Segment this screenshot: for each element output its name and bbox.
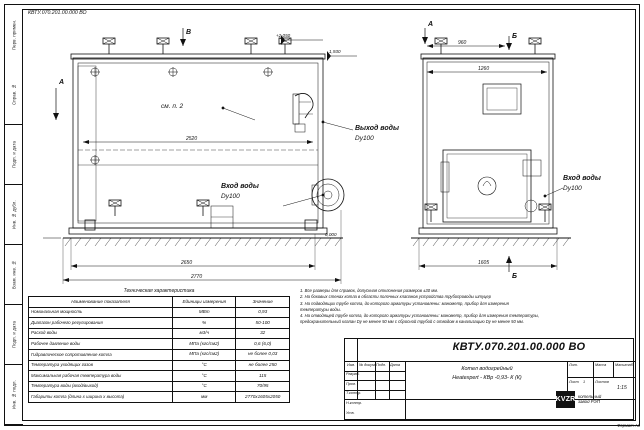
cell-value: не более 250 xyxy=(236,360,290,371)
cell-value: 50-100 xyxy=(236,318,290,329)
characteristics-title: Техническая характеристика xyxy=(123,288,195,294)
elevation-2050: +2,050 xyxy=(276,33,291,38)
cell-unit: °С xyxy=(173,371,236,382)
drawing-code: КВТУ.070.201.00.000 ВО xyxy=(452,341,586,353)
strip-cell-5: Подп. и дата xyxy=(5,305,23,365)
tb-lit-label: Лит. xyxy=(569,363,578,367)
cell-name: Гидравлическое сопротивление котла xyxy=(29,349,173,360)
table-row xyxy=(29,371,290,382)
tb-scale-label: Масштаб xyxy=(615,363,633,367)
cell-unit: °С xyxy=(173,360,236,371)
callout-water-inlet-front-sub: Dy100 xyxy=(221,193,240,200)
section-label-v-top: В xyxy=(186,29,192,36)
notes-block xyxy=(300,288,630,326)
org-line-1: котельный xyxy=(578,393,602,399)
table-row xyxy=(29,392,290,403)
left-stamp-strip xyxy=(5,5,23,425)
company-logo xyxy=(556,389,630,409)
tb-role-0: Разраб. xyxy=(346,372,360,376)
note-line: температуры воды. xyxy=(300,306,341,312)
tb-col-izm: Изм. xyxy=(347,363,356,367)
table-row xyxy=(29,360,290,371)
note-reference: см. п. 2 xyxy=(161,103,184,110)
cell-unit: м3/ч xyxy=(173,328,236,339)
table-row xyxy=(29,307,290,318)
dim-1260: 1260 xyxy=(478,66,490,72)
tb-role-1: Пров. xyxy=(346,381,357,386)
tb-vsep-7 xyxy=(613,361,614,377)
note-line: предохранительный клапан Dy не менее 50 мм с сбросной трубой с отводом в канализацию Dy не менее 50 мм. xyxy=(300,319,524,325)
tb-sheet-value: 1 xyxy=(583,380,586,384)
tb-sep-6 xyxy=(567,377,635,378)
org-line-2: завод РЭП xyxy=(578,399,600,404)
col-header-name: Наименование показателя xyxy=(29,297,173,308)
tb-mass-label: Масса xyxy=(595,363,607,367)
tb-role-4: Утв. xyxy=(346,411,355,415)
title-block xyxy=(344,338,634,420)
tb-vsep-1 xyxy=(357,339,358,399)
cell-unit: °С xyxy=(173,381,236,392)
sheet-top-code: КВТУ.070.201.00.000 ВО xyxy=(28,10,87,16)
cell-unit: МПа (кгс/см2) xyxy=(173,349,236,360)
cell-value: 70/95 xyxy=(236,381,290,392)
cell-name: Максимальная рабочая температура воды xyxy=(29,371,173,382)
tb-scale-value: 1:15 xyxy=(617,385,627,391)
col-header-unit: Единицы измерения xyxy=(173,297,236,308)
cell-name: Расход воды xyxy=(29,328,173,339)
elevation-1930: 1,930 xyxy=(329,49,341,54)
cell-name: Температура воды (вход/выход) xyxy=(29,381,173,392)
note-line: 4. На отводящей трубе котла, до которого арматуры установлены: манометр, прибор для измерения температуры, xyxy=(300,313,540,319)
cell-name: Диапазон рабочего регулирования xyxy=(29,318,173,329)
characteristics-table xyxy=(28,296,290,403)
cell-unit: МПа (кгс/см2) xyxy=(173,339,236,350)
cell-name: Рабочее давление воды xyxy=(29,339,173,350)
table-row xyxy=(29,339,290,350)
cell-unit: МВт xyxy=(173,307,236,318)
strip-cell-2: Подп. и дата xyxy=(5,125,23,185)
product-line-1: Котел водогрейный xyxy=(461,366,513,372)
note-line: 3. На подводящих трубе котла, до которого арматуры установлены: манометр, прибор для измерения xyxy=(300,300,509,306)
tb-role-3: Н.контр. xyxy=(346,401,363,405)
table-row xyxy=(29,328,290,339)
section-label-b-top: Б xyxy=(512,33,517,40)
strip-cell-6: Инв. № подл. xyxy=(5,365,23,425)
dim-2520: 2520 xyxy=(186,136,198,142)
cell-unit: % xyxy=(173,318,236,329)
dim-960: 960 xyxy=(458,40,467,46)
cell-value: 32 xyxy=(236,328,290,339)
cell-unit: мм xyxy=(173,392,236,403)
cell-value: 2770х1605х2050 xyxy=(236,392,290,403)
tb-vsep-4 xyxy=(405,361,406,421)
table-header-row xyxy=(29,297,290,308)
strip-cell-3: Инв. № дубл. xyxy=(5,185,23,245)
cell-name: Номинальная мощность xyxy=(29,307,173,318)
cell-name: Температура уходящих газов xyxy=(29,360,173,371)
callout-water-outlet-sub: Dy100 xyxy=(355,135,374,142)
section-label-b-bottom: Б xyxy=(512,273,517,280)
cell-value: не более 0,03 xyxy=(236,349,290,360)
dim-2770: 2770 xyxy=(191,274,203,280)
elevation-0000: 0,000 xyxy=(325,232,337,237)
product-line-2: Heatexpert - КВр -0,93- К (К) xyxy=(452,374,522,381)
strip-cell-1: Справ. № xyxy=(5,65,23,125)
tb-col-data: Дата xyxy=(390,363,401,367)
tb-sheet-label: Лист xyxy=(569,380,579,384)
table-row xyxy=(29,318,290,329)
cell-value: 0,6 (6,0) xyxy=(236,339,290,350)
callout-water-outlet-title: Выход воды xyxy=(355,125,399,132)
logo-mark: KVZR xyxy=(556,391,575,408)
cell-name: Габариты котла (длина х ширина х высота) xyxy=(29,392,173,403)
table-row xyxy=(29,381,290,392)
callout-water-inlet-side-sub: Dy100 xyxy=(563,185,582,192)
cell-value: 0,93 xyxy=(236,307,290,318)
col-header-value: Значение xyxy=(236,297,290,308)
section-label-a-top: А xyxy=(428,21,434,28)
cell-value: 115 xyxy=(236,371,290,382)
strip-cell-4: Взам. инв. № xyxy=(5,245,23,305)
logo-text xyxy=(578,394,601,405)
tb-sheets-label: Листов xyxy=(595,380,609,384)
sheet-format-label: Формат А3 xyxy=(617,423,640,428)
tb-vsep-6 xyxy=(593,361,594,377)
note-line: 1. Все размеры для справок, допускная отклонения размеров ±30 мм. xyxy=(300,288,439,293)
product-name xyxy=(407,365,567,382)
tb-col-docnum: № докум. xyxy=(359,363,376,367)
callout-water-inlet-side-title: Вход воды xyxy=(563,175,601,182)
dim-1605: 1605 xyxy=(478,260,490,266)
table-row xyxy=(29,349,290,360)
dim-2650: 2650 xyxy=(181,260,193,266)
tb-col-podp: Подп. xyxy=(376,363,387,367)
strip-cell-0: Перв. примен. xyxy=(11,19,17,51)
note-line: 2. На боковых стенах котла в области полочных клапанов устройства трубопроводы штуцер xyxy=(300,294,492,300)
tb-role-2: Т.контр. xyxy=(346,391,362,395)
callout-water-inlet-front-title: Вход воды xyxy=(221,183,259,190)
section-label-a-left: А xyxy=(59,79,65,86)
